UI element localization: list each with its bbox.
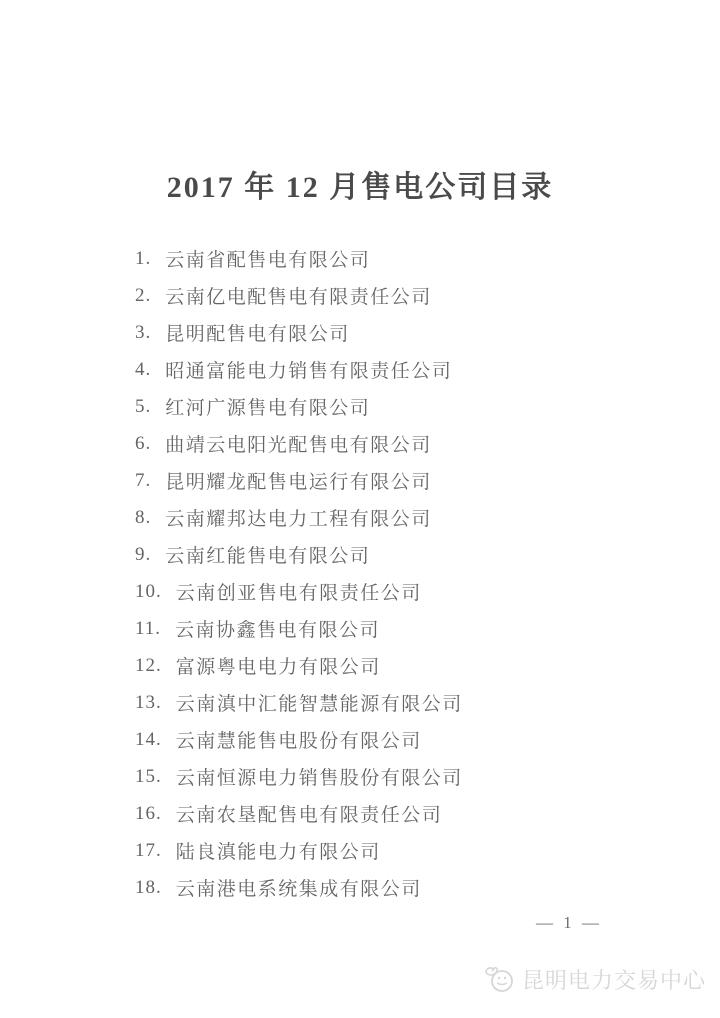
list-item	[135, 684, 660, 721]
list-item	[135, 277, 660, 314]
list-item-number: 5.	[135, 395, 152, 417]
list-item	[135, 832, 660, 869]
list-item-number: 8.	[135, 506, 152, 528]
list-item	[135, 462, 660, 499]
list-item-company-name: 云南滇中汇能智慧能源有限公司	[175, 694, 463, 715]
list-item	[135, 610, 660, 647]
list-item-company-name: 云南协鑫售电有限公司	[175, 620, 381, 641]
page-number: — 1 —	[536, 913, 602, 932]
list-item-number: 13.	[135, 691, 162, 713]
list-item-number: 18.	[135, 876, 162, 898]
list-item-company-name: 云南省配售电有限公司	[165, 250, 371, 271]
list-item-number: 3.	[135, 321, 152, 343]
list-item-company-name: 云南慧能售电股份有限公司	[175, 731, 422, 752]
list-item-number: 1.	[135, 247, 152, 269]
footer-watermark-text: 昆明电力交易中心	[521, 967, 706, 993]
list-item-company-name: 云南亿电配售电有限责任公司	[165, 287, 432, 308]
list-item-company-name: 昭通富能电力销售有限责任公司	[165, 361, 453, 382]
list-item-company-name: 云南创亚售电有限责任公司	[175, 583, 422, 604]
list-item-company-name: 陆良滇能电力有限公司	[175, 842, 381, 863]
list-item-number: 12.	[135, 654, 162, 676]
list-item-company-name: 昆明配售电有限公司	[165, 324, 350, 345]
list-item-number: 6.	[135, 432, 152, 454]
footer-watermark	[482, 962, 706, 996]
list-item	[135, 573, 660, 610]
list-item-number: 11.	[135, 617, 162, 639]
list-item-number: 10.	[135, 580, 162, 602]
list-item-company-name: 曲靖云电阳光配售电有限公司	[165, 435, 432, 456]
list-item-number: 14.	[135, 728, 162, 750]
list-item	[135, 536, 660, 573]
list-item	[135, 499, 660, 536]
list-item-number: 2.	[135, 284, 152, 306]
list-item-number: 17.	[135, 839, 162, 861]
list-item	[135, 351, 660, 388]
list-item	[135, 795, 660, 832]
list-item-company-name: 富源粤电电力有限公司	[175, 657, 381, 678]
list-item	[135, 425, 660, 462]
list-item-company-name: 红河广源售电有限公司	[165, 398, 371, 419]
list-item-number: 4.	[135, 358, 152, 380]
list-item-number: 16.	[135, 802, 162, 824]
list-item	[135, 721, 660, 758]
page-title: 2017 年 12 月售电公司目录	[166, 171, 554, 204]
list-item-number: 7.	[135, 469, 152, 491]
list-item-company-name: 云南港电系统集成有限公司	[175, 879, 422, 900]
list-item	[135, 647, 660, 684]
list-item	[135, 869, 660, 906]
list-item	[135, 388, 660, 425]
list-item-company-name: 昆明耀龙配售电运行有限公司	[165, 472, 432, 493]
list-item-number: 9.	[135, 543, 152, 565]
list-item-company-name: 云南恒源电力销售股份有限公司	[175, 768, 463, 789]
list-item-number: 15.	[135, 765, 162, 787]
trading-center-mascot-icon	[482, 962, 516, 996]
company-list	[135, 240, 660, 906]
list-item-company-name: 云南耀邦达电力工程有限公司	[165, 509, 432, 530]
list-item	[135, 758, 660, 795]
list-item	[135, 240, 660, 277]
list-item-company-name: 云南红能售电有限公司	[165, 546, 371, 567]
list-item	[135, 314, 660, 351]
list-item-company-name: 云南农垦配售电有限责任公司	[175, 805, 443, 826]
